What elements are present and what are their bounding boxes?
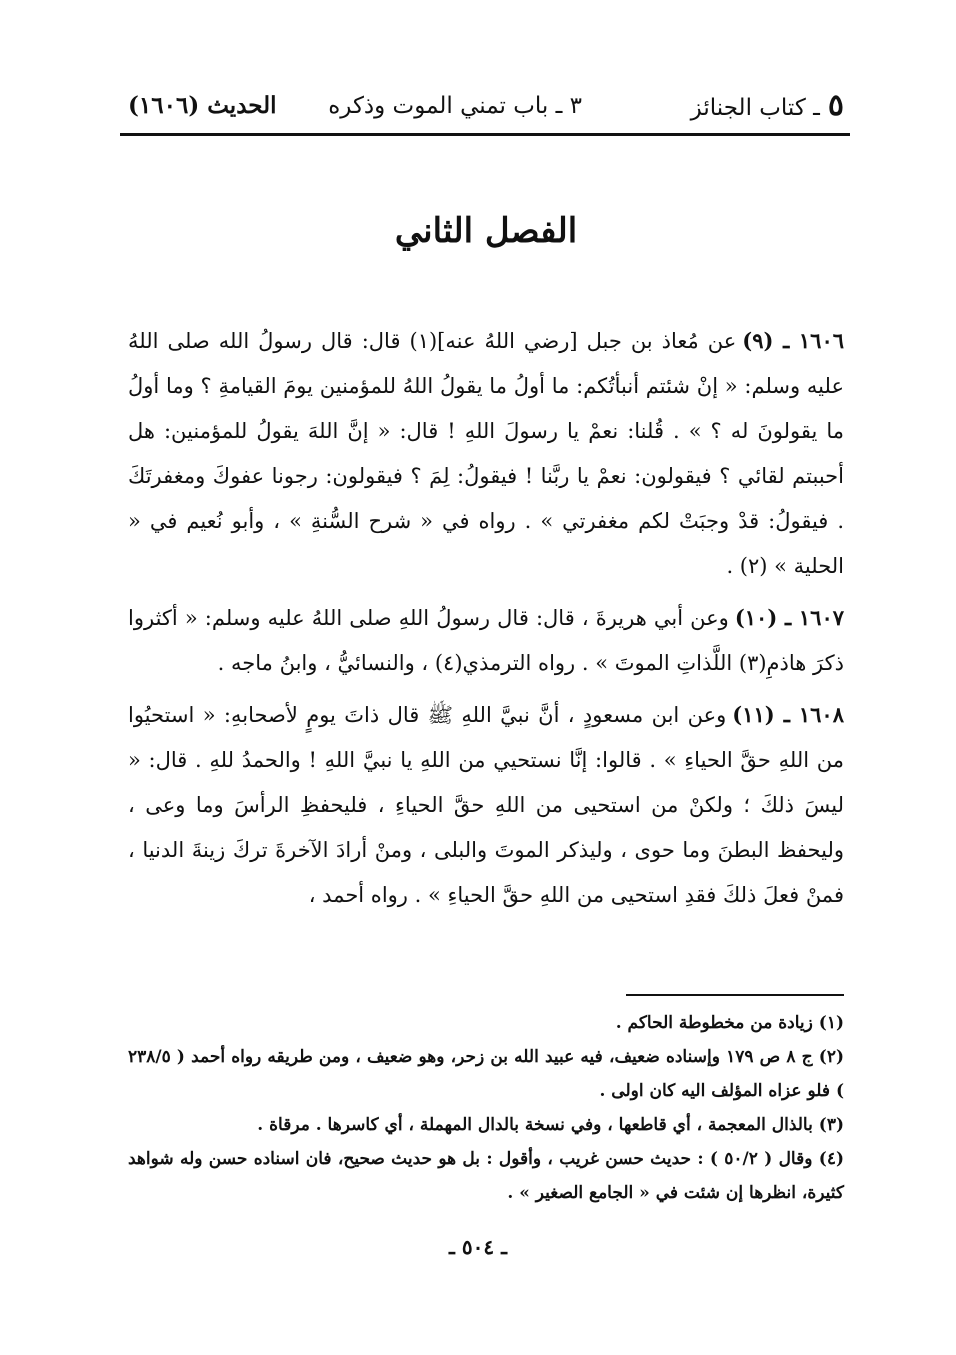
footnote-4: (٤) وقال ( ٥٠/٢ ) : حديث حسن غريب ، وأقول : بل هو حديث صحيح، فان اسناده حسن وله شواهد كثيرة، انظرها إن شئت في « الجامع الصغير » . (128, 1149, 844, 1203)
hadith-1606 (128, 318, 844, 589)
footnote-2: (٢) ج ٨ ص ١٧٩ وإسناده ضعيف، فيه عبيد الله بن زحر، وهو ضعيف ، ومن طريقه رواه أحمد ( ٢٣٨/٥ ) فلو عزاه المؤلف اليه كان اولى . (128, 1047, 844, 1101)
footnote-3: (٣) بالذال المعجمة ، أي قاطعها ، وفي نسخة بالدال المهملة ، أي كاسرها . مرقاة . (257, 1115, 844, 1135)
footnotes (128, 1006, 844, 1210)
book-title: ـ كتاب الجنائز (690, 95, 820, 121)
header-rule (120, 133, 850, 136)
header-book (691, 84, 844, 130)
hadith-text: وعن أبي هريرةَ ، قال: قال رسولُ اللهِ صلى اللهُ عليه وسلم: « أكثروا ذكرَ هاذمِ(٣) اللَّذاتِ الموتَ » . رواه الترمذي(٤) ، والنسائيُّ ، وابنُ ماجه . (128, 606, 844, 675)
hadith-1608 (128, 692, 844, 918)
hadith-text: وعن ابن مسعودٍ ، أنَّ نبيَّ اللهِ ﷺ قال ذاتَ يومٍ لأصحابهِ: « استحيُوا من اللهِ حقَّ الحياءِ » . قالوا: إنَّا نستحيي من اللهِ يا نبيَّ اللهِ ! والحمدُ للهِ . قال: « ليسَ ذلكَ ؛ ولكنْ من استحيى من اللهِ حقَّ الحياءِ ، فليحفظِ الرأسَ وما وعى ، وليحفظ البطنَ وما حوى ، وليذكر الموتَ والبلى ، ومنْ أرادَ الآخرةَ تركَ زينةَ الدنيا ، فمنْ فعلَ ذلكَ فقدِ استحيى من اللهِ حقَّ الحياءِ » . رواه أحمد ، (128, 703, 844, 907)
section-title: الفصل الثاني (394, 211, 578, 251)
footnote-rule (626, 994, 844, 996)
page-number: ـ ٥٠٤ ـ (449, 1235, 507, 1259)
running-header (128, 84, 844, 128)
footnote-1: (١) زيادة من مخطوطة الحاكم . (615, 1013, 844, 1033)
hadith-number: ١٦٠٨ ـ (١١) (732, 702, 844, 727)
hadith-1607 (128, 595, 844, 686)
main-text (128, 318, 844, 924)
hadith-text: عن مُعاذ بن جبل [رضي اللهُ عنه](١) قال: قال رسولُ الله صلى اللهُ عليه وسلم: « إنْ شئتم أنبأتُكم: ما أولُ ما يقولُ اللهُ للمؤمنين يومَ القيامةِ ؟ وما أولُ ما يقولونَ له ؟ » . قُلنا: نعمْ يا رسولَ اللهِ ! قال: « إنَّ اللهَ يقولُ للمؤمنين: هل أحببتم لقائي ؟ فيقولون: نعمْ يا ربَّنا ! فيقولُ: لِمَ ؟ فيقولون: رجونا عفوكَ ومغفرتَكَ . فيقولُ: قدْ وجبَتْ لكم مغفرتي » . رواه في « شرح السُّنةِ » ، وأبو نُعيم في « الحلية » (٢) . (128, 329, 844, 578)
chapter-number: ٥ (827, 88, 844, 123)
header-hadith-range: الحديث (١٦٠٦) (128, 92, 277, 119)
hadith-number: ١٦٠٧ ـ (١٠) (734, 605, 845, 630)
hadith-number: ١٦٠٦ ـ (٩) (742, 328, 845, 353)
header-section: ٣ ـ باب تمني الموت وذكره (328, 93, 582, 119)
